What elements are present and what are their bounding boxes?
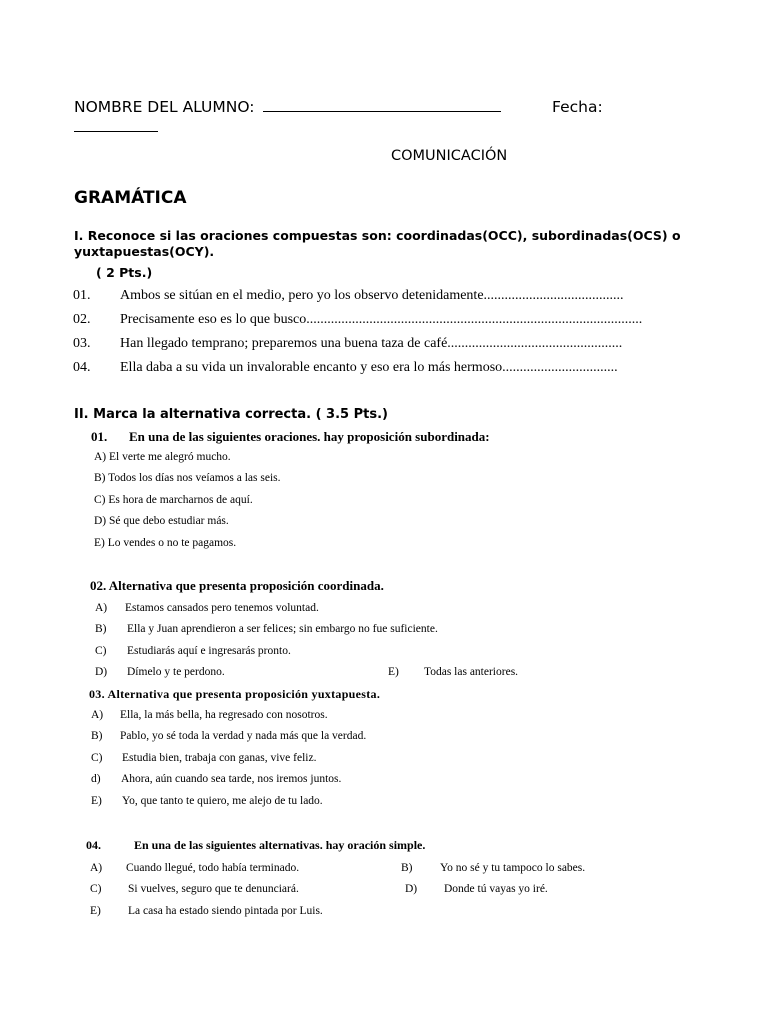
- q3-option-letter: C): [91, 752, 103, 764]
- q4-option-letter: B): [401, 862, 413, 874]
- q2-option-letter: B): [95, 623, 107, 635]
- q3-option-c[interactable]: Estudia bien, trabaja con ganas, vive feliz.: [122, 752, 317, 764]
- page-title: GRAMÁTICA: [74, 188, 187, 208]
- q2-option-letter: E): [388, 666, 399, 678]
- q3-option-letter: E): [91, 795, 102, 807]
- q4-number: 04.: [86, 838, 101, 852]
- q4-text: En una de las siguientes alternativas. hay oración simple.: [134, 838, 426, 852]
- list-item: [73, 336, 693, 356]
- q2-option-letter: A): [95, 602, 108, 614]
- item-number: 02.: [73, 312, 91, 327]
- name-blank[interactable]: [263, 111, 501, 112]
- date-label: Fecha:: [552, 98, 603, 116]
- list-item: [73, 288, 693, 308]
- q4-option-letter: A): [90, 862, 103, 874]
- q1-option-b[interactable]: B) Todos los días nos veíamos a las seis.: [94, 472, 281, 484]
- section2-instruction: II. Marca la alternativa correcta. ( 3.5 Pts.): [74, 407, 388, 422]
- q3-option-b[interactable]: Pablo, yo sé toda la verdad y nada más que la verdad.: [120, 730, 367, 742]
- section1-points: ( 2 Pts.): [96, 265, 153, 280]
- q2-option-letter: C): [95, 645, 107, 657]
- q1-option-a[interactable]: A) El verte me alegró mucho.: [94, 451, 231, 463]
- q4-option-e[interactable]: La casa ha estado siendo pintada por Luis.: [128, 905, 323, 917]
- q2-option-c[interactable]: Estudiarás aquí e ingresarás pronto.: [127, 645, 291, 657]
- q4-option-a[interactable]: Cuando llegué, todo había terminado.: [126, 862, 300, 874]
- q1-option-c[interactable]: C) Es hora de marcharnos de aquí.: [94, 494, 253, 506]
- answer-blank[interactable]: .................................: [502, 360, 618, 375]
- q1-option-d[interactable]: D) Sé que debo estudiar más.: [94, 515, 229, 527]
- answer-blank[interactable]: ..................................................: [447, 336, 623, 351]
- q2-option-b[interactable]: Ella y Juan aprendieron a ser felices; sin embargo no fue suficiente.: [127, 623, 438, 635]
- list-item: [73, 312, 693, 332]
- q3-option-letter: d): [91, 773, 101, 785]
- q2-option-a[interactable]: Estamos cansados pero tenemos voluntad.: [125, 602, 319, 614]
- answer-blank[interactable]: ........................................: [483, 288, 624, 303]
- q4-option-b[interactable]: Yo no sé y tu tampoco lo sabes.: [440, 862, 586, 874]
- item-text: Ambos se sitúan en el medio, pero yo los observo detenidamente: [120, 288, 484, 303]
- item-text: Ella daba a su vida un invalorable encanto y eso era lo más hermoso: [120, 360, 503, 375]
- section1-instruction: I. Reconoce si las oraciones compuestas son: coordinadas(OCC), subordinadas(OCS) o: [74, 228, 681, 243]
- q4-option-c[interactable]: Si vuelves, seguro que te denunciará.: [128, 883, 299, 895]
- q4-option-d[interactable]: Donde tú vayas yo iré.: [444, 883, 548, 895]
- name-label: NOMBRE DEL ALUMNO:: [74, 98, 255, 116]
- q1-number: 01.: [91, 429, 108, 444]
- answer-blank[interactable]: ................................................................................................: [306, 312, 643, 327]
- q3-option-d[interactable]: Ahora, aún cuando sea tarde, nos iremos juntos.: [121, 773, 342, 785]
- q4-option-letter: D): [405, 883, 418, 895]
- date-blank[interactable]: [74, 131, 158, 132]
- item-text: Precisamente eso es lo que busco: [120, 312, 307, 327]
- item-number: 03.: [73, 336, 91, 351]
- list-item: [73, 360, 693, 380]
- item-number: 01.: [73, 288, 91, 303]
- q4-option-letter: E): [90, 905, 101, 917]
- q4-option-letter: C): [90, 883, 102, 895]
- section1-instruction-cont: yuxtapuestas(OCY).: [74, 244, 215, 259]
- q3-option-e[interactable]: Yo, que tanto te quiero, me alejo de tu lado.: [122, 795, 323, 807]
- name-line: [74, 98, 501, 116]
- q3-heading: 03. Alternativa que presenta proposición yuxtapuesta.: [89, 687, 381, 701]
- item-number: 04.: [73, 360, 91, 375]
- q3-option-letter: B): [91, 730, 103, 742]
- q2-heading: 02. Alternativa que presenta proposición coordinada.: [90, 578, 384, 593]
- item-text: Han llegado temprano; preparemos una buena taza de café: [120, 336, 448, 351]
- q2-option-e[interactable]: Todas las anteriores.: [424, 666, 519, 678]
- q2-option-d[interactable]: Dímelo y te perdono.: [127, 666, 225, 678]
- subject-heading: COMUNICACIÓN: [391, 148, 508, 164]
- q1-option-e[interactable]: E) Lo vendes o no te pagamos.: [94, 537, 237, 549]
- q1-text: En una de las siguientes oraciones. hay proposición subordinada:: [129, 429, 490, 444]
- q3-option-letter: A): [91, 709, 104, 721]
- q2-option-letter: D): [95, 666, 108, 678]
- q3-option-a[interactable]: Ella, la más bella, ha regresado con nosotros.: [120, 709, 328, 721]
